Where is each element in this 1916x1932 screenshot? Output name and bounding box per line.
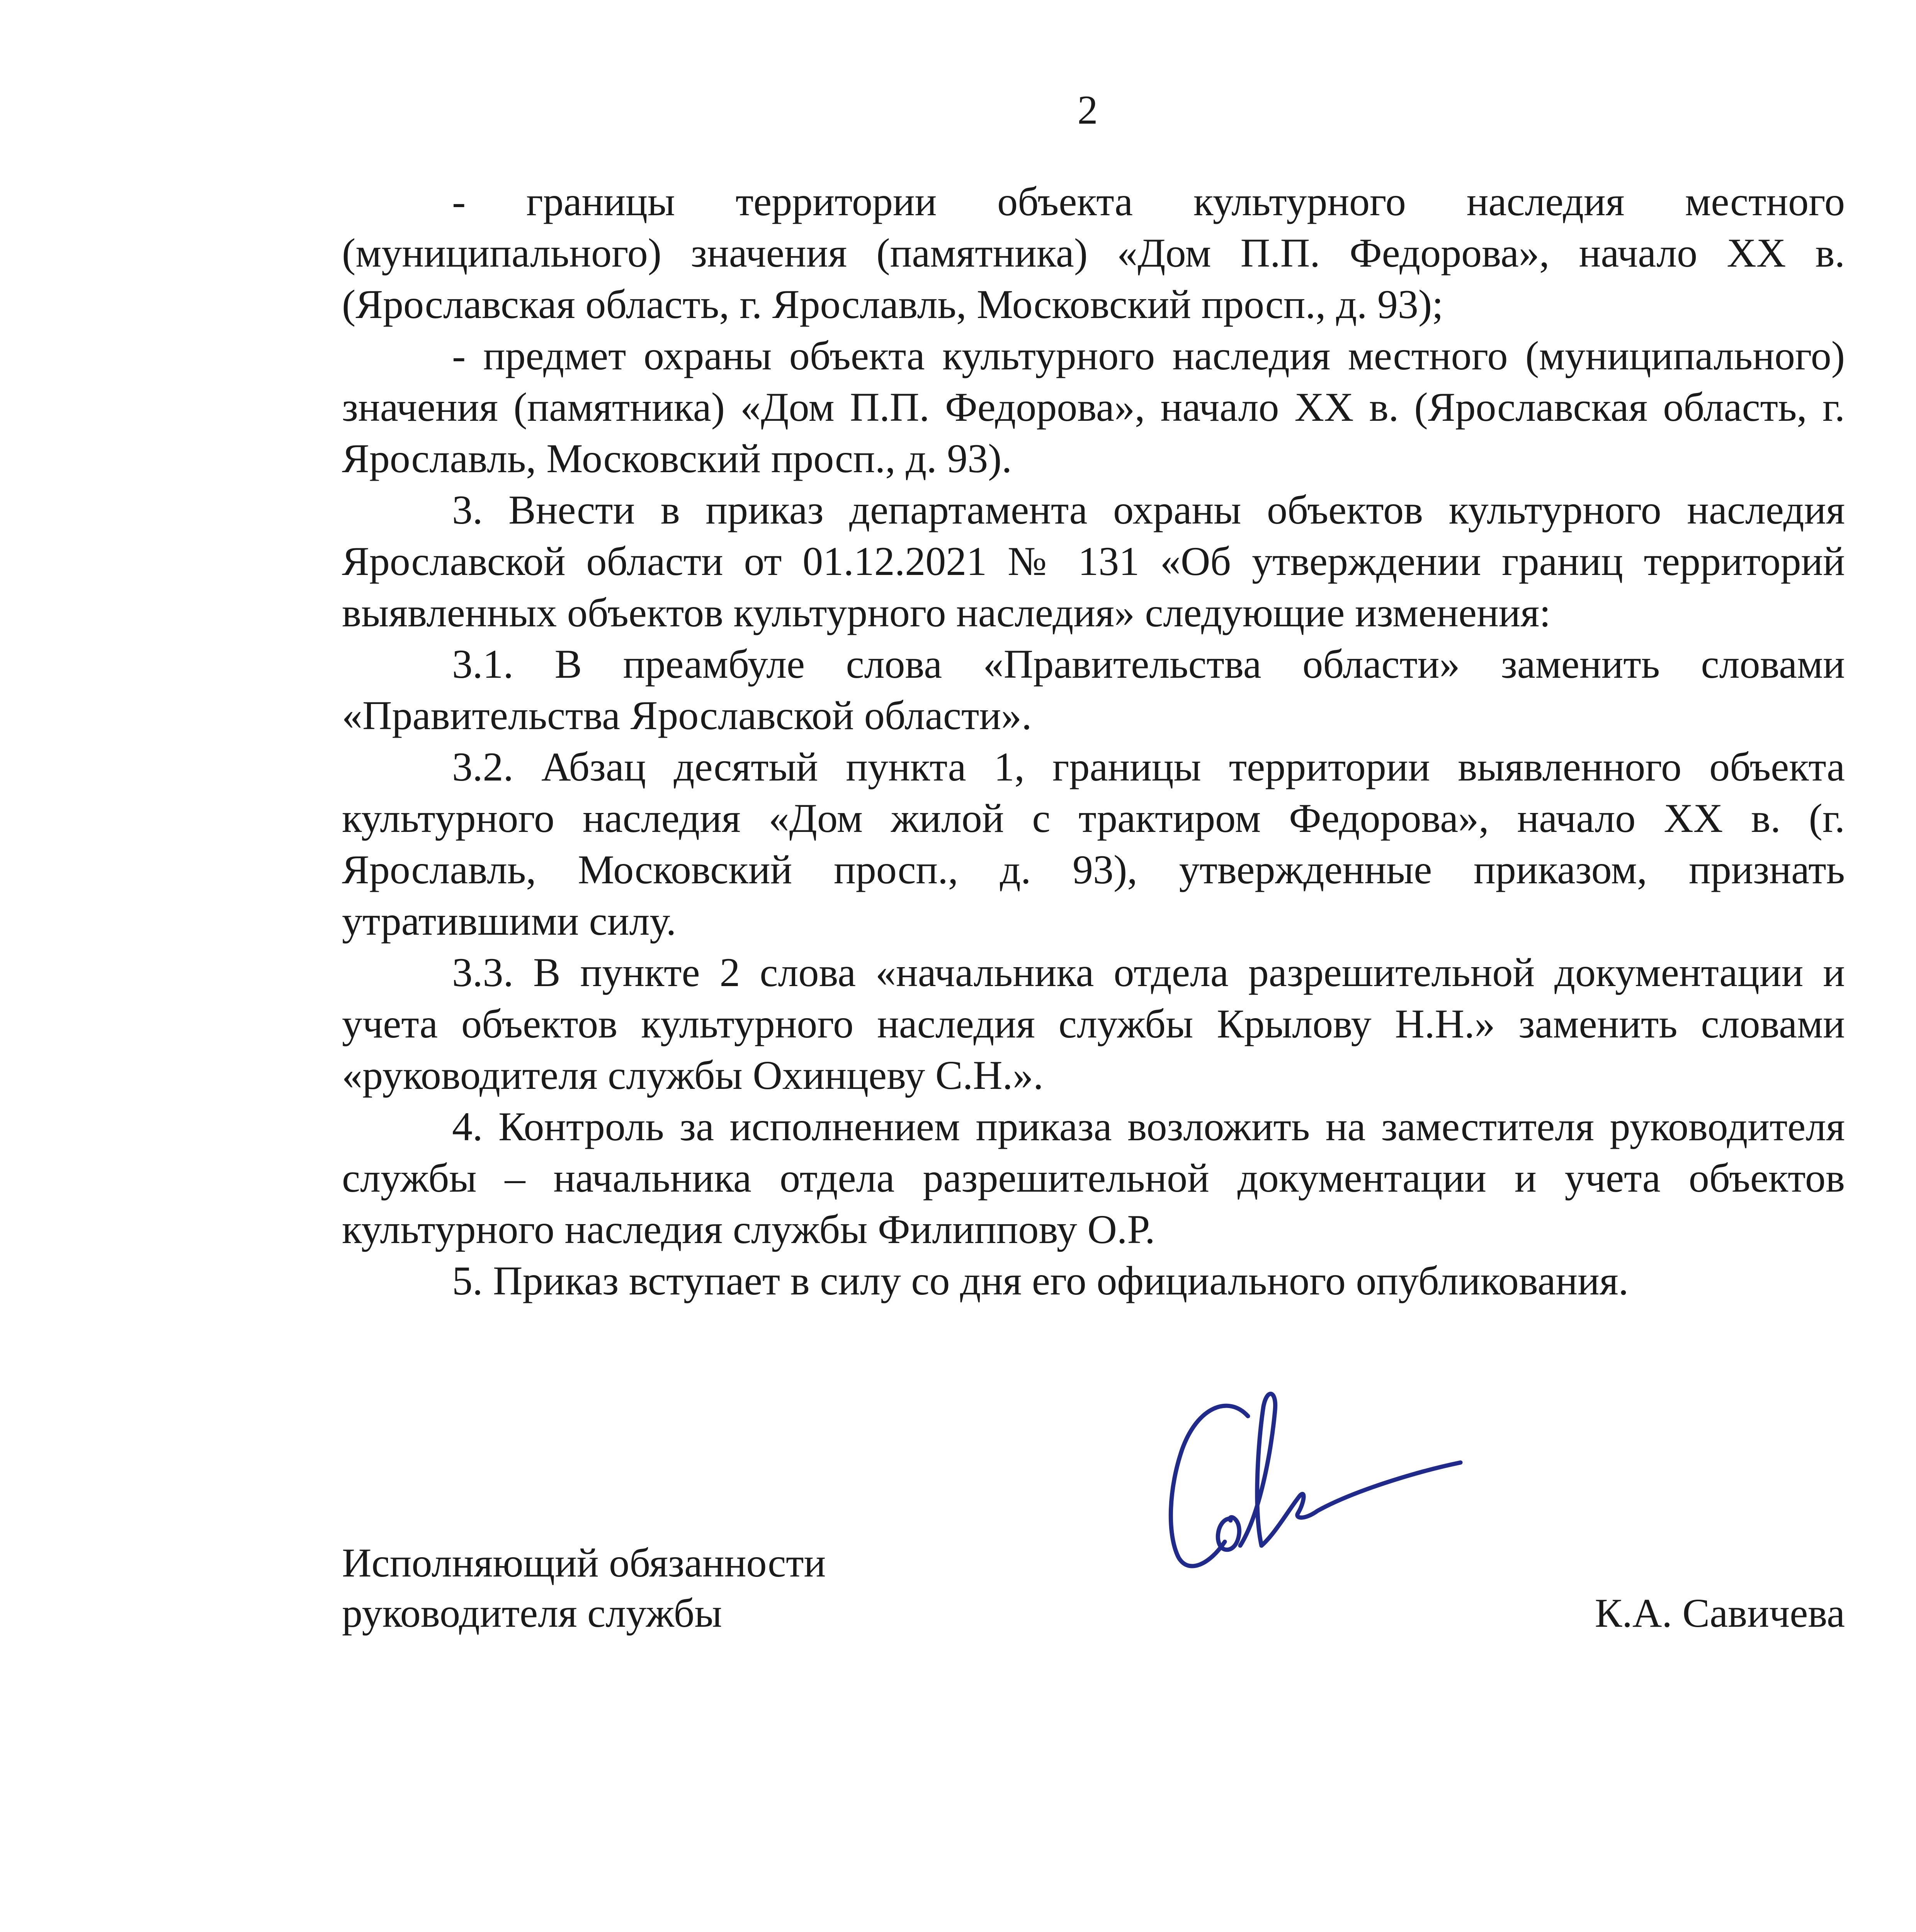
paragraph-item-5: 5. Приказ вступает в силу со дня его официального опубликования.: [452, 1258, 1629, 1303]
page-number: 2: [1077, 87, 1098, 133]
paragraph-territory-boundaries: - границы территории объекта культурного наследия местного (муниципального) значения (памятника) «Дом П.П. Федорова», начало XX в. (Ярославская область, г. Ярославль, Московский просп., д. 93);: [342, 179, 1845, 327]
signatory-name: К.А. Савичева: [1595, 1590, 1845, 1636]
signatory-position: [342, 1538, 826, 1638]
paragraph-item-3: 3. Внести в приказ департамента охраны объектов культурного наследия Ярославской области от 01.12.2021 № 131 «Об утверждении границ территорий выявленных объектов культурного наследия» следующие изменения:: [342, 487, 1845, 635]
paragraph-item-4: 4. Контроль за исполнением приказа возложить на заместителя руководителя службы – начальника отдела разрешительной документации и учета объектов культурного наследия службы Филиппову О.Р.: [342, 1104, 1845, 1252]
document-body: [342, 176, 1845, 1306]
paragraph-item-3-1: 3.1. В преамбуле слова «Правительства области» заменить словами «Правительства Ярославской области».: [342, 641, 1845, 738]
paragraph-item-3-3: 3.3. В пункте 2 слова «начальника отдела разрешительной документации и учета объектов культурного наследия службы Крылову Н.Н.» заменить словами «руководителя службы Охинцеву С.Н.».: [342, 950, 1845, 1098]
handwritten-signature: [1151, 1379, 1499, 1588]
paragraph-protection-subject: - предмет охраны объекта культурного наследия местного (муниципального) значения (памятника) «Дом П.П. Федорова», начало XX в. (Ярославская область, г. Ярославль, Московский просп., д. 93).: [342, 333, 1845, 481]
signatory-position-line-1: Исполняющий обязанности: [342, 1540, 826, 1585]
paragraph-item-3-2: 3.2. Абзац десятый пункта 1, границы территории выявленного объекта культурного наследия «Дом жилой с трактиром Федорова», начало XX в. (г. Ярославль, Московский просп., д. 93), утвержденные приказом, признать утратившими силу.: [342, 744, 1845, 944]
signatory-position-line-2: руководителя службы: [342, 1590, 722, 1636]
